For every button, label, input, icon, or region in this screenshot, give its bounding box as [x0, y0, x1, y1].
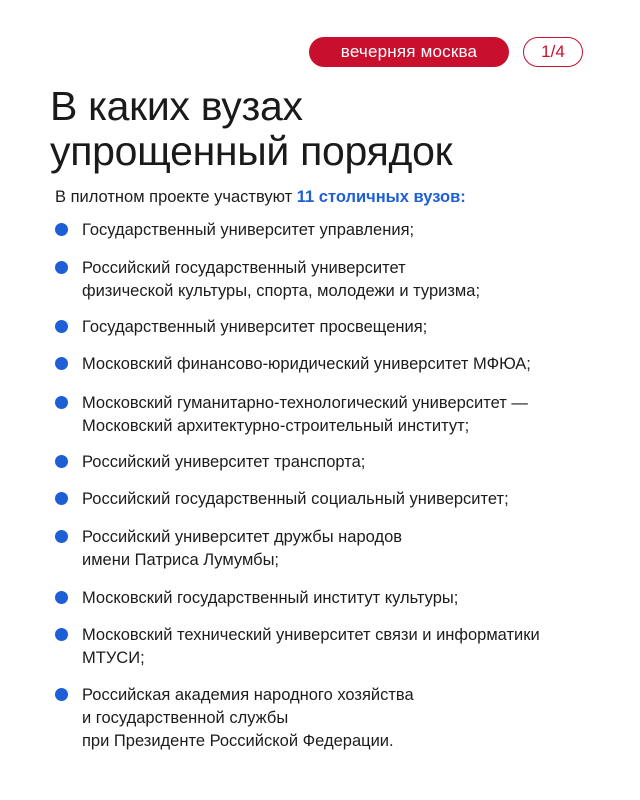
list-item-text [82, 219, 622, 242]
page-counter: 1/4 [523, 37, 583, 67]
list-item-text [82, 316, 622, 339]
list-item-line: Российский университет транспорта; [82, 453, 366, 471]
bullet-icon [55, 688, 68, 701]
list-item-line: Государственный университет управления; [82, 221, 415, 239]
list-item-line: Российская академия народного хозяйства [82, 686, 414, 704]
list-item-line: Московский государственный институт культуры; [82, 589, 459, 607]
list-item-text [82, 684, 622, 753]
brand-badge: вечерняя москва [309, 37, 509, 67]
list-item-line: Московский архитектурно-строительный институт; [82, 417, 470, 435]
list-item-line: Московский гуманитарно-технологический университет — [82, 394, 528, 412]
bullet-icon [55, 396, 68, 409]
list-item-line: физической культуры, спорта, молодежи и туризма; [82, 282, 481, 300]
intro-lead: В пилотном проекте участвуют [55, 188, 297, 206]
list-item-text [82, 257, 622, 303]
page-title-line-2: упрощенный порядок [50, 128, 453, 174]
list-item-text [82, 451, 622, 474]
list-item-text [82, 392, 622, 438]
list-item-line: и государственной службы [82, 709, 289, 727]
bullet-icon [55, 223, 68, 236]
list-item-line: Российский государственный университет [82, 259, 406, 277]
list-item-line: Московский финансово-юридический университет МФЮА; [82, 355, 531, 373]
list-item-line: Российский университет дружбы народов [82, 528, 403, 546]
list-item-text [82, 526, 622, 572]
bullet-icon [55, 530, 68, 543]
list-item-line: МТУСИ; [82, 649, 145, 667]
list-item-line: Московский технический университет связи и информатики [82, 626, 540, 644]
list-item-text [82, 587, 622, 610]
intro-highlight: 11 столичных вузов: [296, 188, 466, 206]
list-item-text [82, 353, 622, 376]
bullet-icon [55, 628, 68, 641]
list-item-line: Государственный университет просвещения; [82, 318, 428, 336]
list-item-line: Российский государственный социальный университет; [82, 490, 509, 508]
list-item-line: имени Патриса Лумумбы; [82, 551, 280, 569]
page-title-line-1: В каких вузах [50, 83, 303, 129]
intro-text [55, 186, 615, 208]
bullet-icon [55, 455, 68, 468]
bullet-icon [55, 261, 68, 274]
page-title [50, 84, 610, 174]
bullet-icon [55, 492, 68, 505]
bullet-icon [55, 591, 68, 604]
bullet-icon [55, 357, 68, 370]
bullet-icon [55, 320, 68, 333]
list-item-text [82, 624, 622, 670]
list-item-text [82, 488, 622, 511]
list-item-line: при Президенте Российской Федерации. [82, 732, 394, 750]
